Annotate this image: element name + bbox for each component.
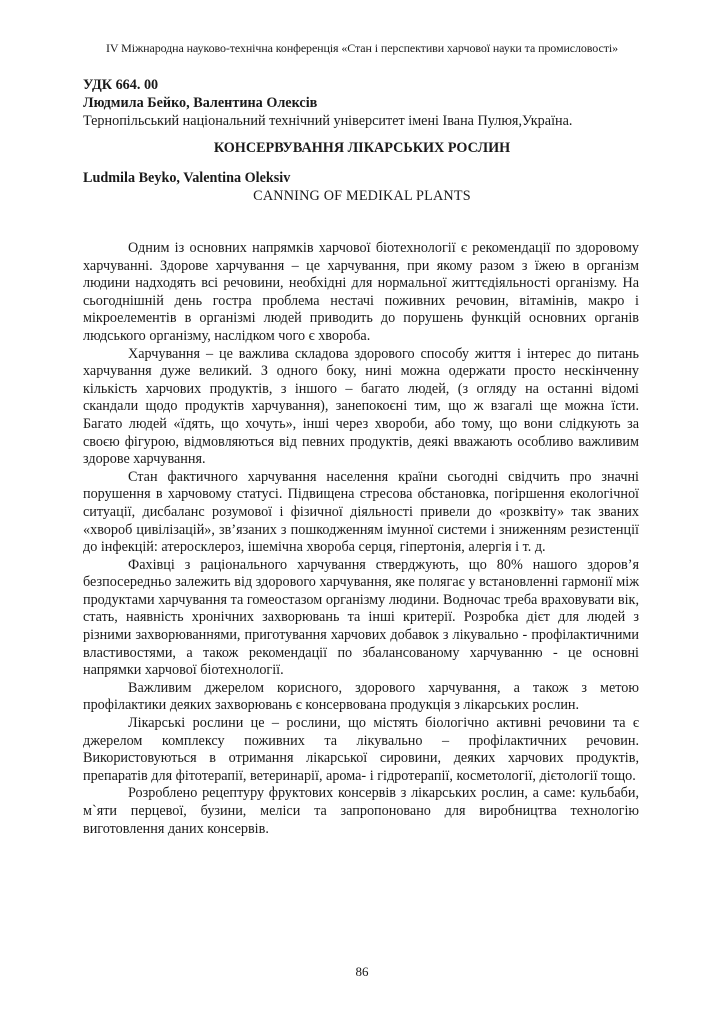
paragraph-7: Розроблено рецептуру фруктових консервів з лікарських рослин, а саме: кульбаби, м`яти перцевої, бузини, меліси та запропоновано для виробництва технологію виготовлення даних консервів.: [83, 785, 639, 837]
paragraph-1: Одним із основних напрямків харчової біотехнології є рекомендації по здоровому харчуванні. Здорове харчування – це харчування, при якому разом з їжею в організм людини надходять всі речовини, необхідні для нормальної життєдіяльності організму. На сьогоднішній день гостра проблема нестачі поживних речовин, вітамінів, макро і мікроелементів в організмі людей приводить до порушень функцій основних органів людського організму, наслідком чого є хвороба.: [83, 240, 639, 344]
title-en: CANNING OF MEDIKAL PLANTS: [253, 188, 471, 204]
paragraph-5: Важливим джерелом корисного, здорового харчування, а також з метою профілактики деяких захворювань є консервована продукція з лікарських рослин.: [83, 679, 639, 714]
title-ua: КОНСЕРВУВАННЯ ЛІКАРСЬКИХ РОСЛИН: [213, 140, 511, 156]
authors-en: Ludmila Beyko, Valentina Oleksiv: [83, 170, 291, 186]
udk-code: УДК 664. 00: [83, 77, 159, 93]
article-meta: [83, 76, 653, 130]
paragraph-6: Лікарські рослини це – рослини, що містять біологічно активні речовини та є джерелом комплексу поживних та лікувально – профілактичних речовин. Використовуються в отримання лікарської сировини, деяких харчових продуктів, препаратів для фітотерапії, ветеринарії, арома- і гідротерапії, косметології, дієтології тощо.: [83, 715, 639, 784]
paragraph-3: Стан фактичного харчування населення країни сьогодні свідчить про значні порушення в харчовому статусі. Підвищена стресова обстановка, погіршення екологічної ситуації, дисбаланс розумової і фізичної діяльності привели до «розквіту» так званих «хвороб цивілізацій», зв’язаних з пошкодженням імунної системи і зниженням резистенції до інфекцій: атеросклероз, ішемічна хвороба серця, гіпертонія, алергія і т. д.: [83, 468, 639, 556]
paragraph-2: Харчування – це важлива складова здорового способу життя і інтерес до питань харчування дуже великий. З одного боку, нині можна одержати просто нескінченну кількість харчових продуктів, з іншого – багато людей, (з огляду на останні відомі скандали щодо продуктів харчування), занепокоєні тим, що ж взагалі ще можна їсти. Багато людей «їдять, що хочуть», інші через хвороби, або тому, що вони слідкують за своєю фігурою, відмовляються від певних продуктів, деякі вважають особливо важливим здорове харчування.: [83, 345, 639, 468]
authors-ua: Людмила Бейко, Валентина Олексів: [83, 95, 318, 111]
article-body: [83, 240, 639, 838]
page-number: 86: [355, 964, 369, 979]
affiliation: Тернопільський національний технічний університет імені Івана Пулюя,Україна.: [83, 113, 573, 129]
conference-header: IV Міжнародна науково-технічна конференція «Стан і перспективи харчової науки та промисловості»: [106, 41, 618, 55]
paragraph-4: Фахівці з раціонального харчування стверджують, що 80% нашого здоров’я безпосередньо залежить від здорового харчування, яке полягає у встановленні гармонії між продуктами харчування та гомеостазом організму людини. Водночас треба враховувати вік, стать, наявність хронічних захворювань та інші критерії. Розробка дієт для людей з різними захворюваннями, приготування харчових добавок з лікувально - профілактичними властивостями, а також рекомендації по збалансованому харчуванню - це основні напрямки харчової біотехнології.: [83, 556, 639, 679]
